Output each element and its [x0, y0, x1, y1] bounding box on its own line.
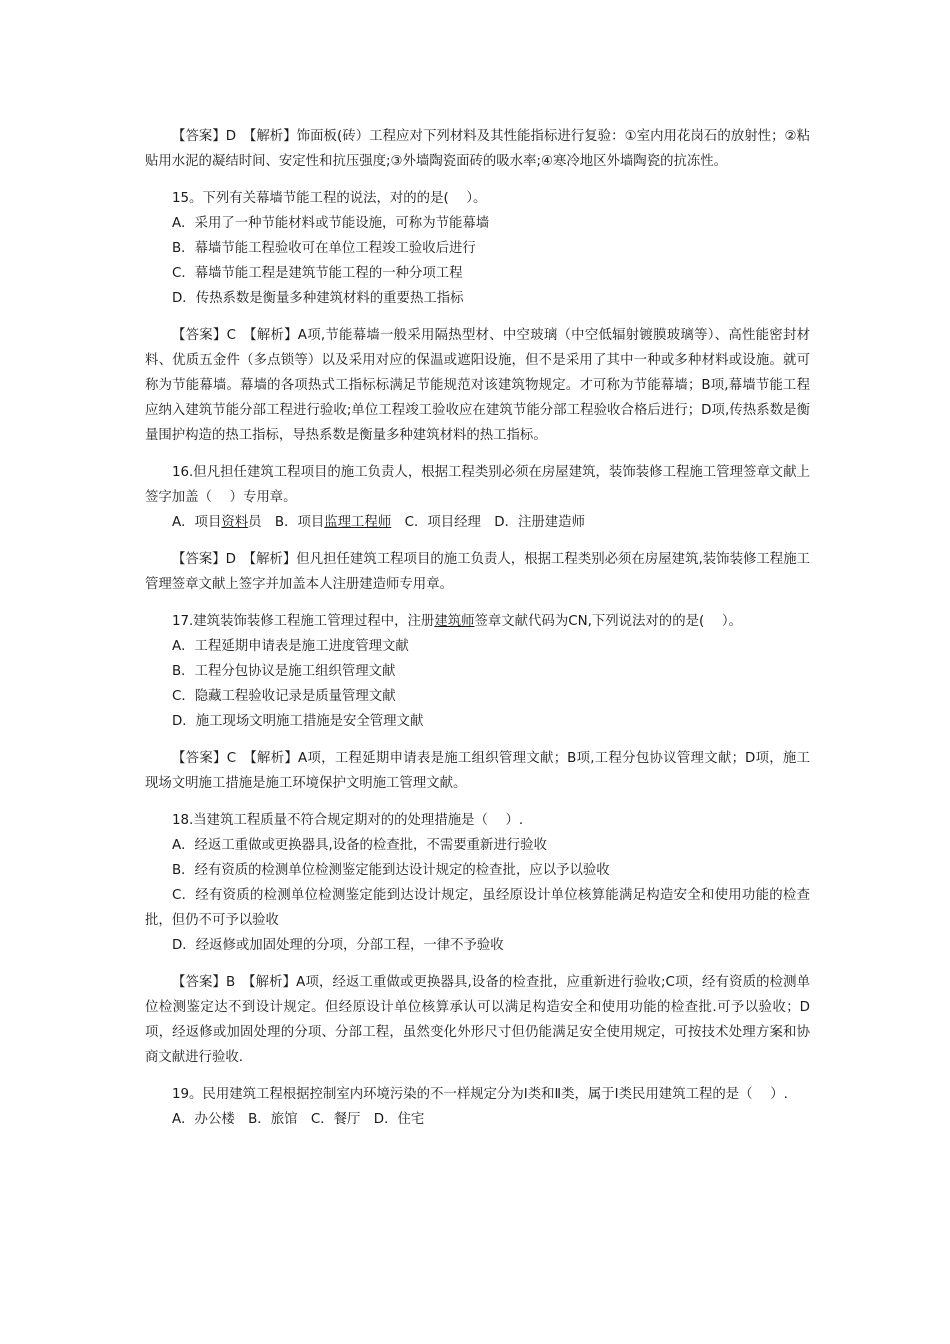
- question-17-option-d: D．施工现场文明施工措施是安全管理文献: [172, 714, 424, 729]
- question-16: [145, 460, 810, 535]
- question-17-stem: [145, 609, 810, 634]
- answer-17: 【答案】C 【解析】A项，工程延期申请表是施工组织管理文献；B项,工程分包协议管理文献；D项，施工现场文明施工措施是施工环境保护文明施工管理文献。: [145, 751, 810, 791]
- question-18-option-c: C．经有资质的检测单位检测鉴定能到达设计规定，虽经原设计单位核算能满足构造安全和使用功能的检查批，但仍不可予以验收: [145, 888, 810, 928]
- question-16-stem: 16.但凡担任建筑工程项目的施工负责人，根据工程类别必须在房屋建筑，装饰装修工程施工管理签章文献上签字加盖（ ）专用章。: [145, 465, 810, 505]
- question-17-option-b: B．工程分包协议是施工组织管理文献: [172, 664, 396, 679]
- question-16-option-a-pre: A．项目: [172, 515, 222, 530]
- question-17-underlined-text: 建筑师: [434, 614, 475, 629]
- document-page: [145, 124, 810, 1132]
- question-15-option-a: A．采用了一种节能材料或节能设施，可称为节能幕墙: [172, 216, 490, 231]
- question-16-option-a-post: 员 B．项目: [248, 515, 325, 530]
- question-18-option-b: B．经有资质的检测单位检测鉴定能到达设计规定的检查批，应以予以验收: [172, 863, 610, 878]
- answer-14: 【答案】D 【解析】饰面板(砖）工程应对下列材料及其性能指标进行复验：①室内用花岗石的放射性；②粘贴用水泥的凝结时间、安定性和抗压强度;③外墙陶瓷面砖的吸水率;④寒冷地区外墙陶瓷的抗冻性。: [145, 129, 810, 169]
- question-16-options: [145, 510, 810, 535]
- question-17: [145, 609, 810, 734]
- answer-15: 【答案】C 【解析】A项,节能幕墙一般采用隔热型材、中空玻璃（中空低辐射镀膜玻璃等）、高性能密封材料、优质五金件（多点锁等）以及采用对应的保温或遮阳设施，但不是采用了其中一种或多种材料或设施。就可称为节能幕墙。幕墙的各项热式工指标标满足节能规范对该建筑物规定。才可称为节能幕墙；B项,幕墙节能工程应纳入建筑节能分部工程进行验收;单位工程竣工验收应在建筑节能分部工程验收合格后进行；D项,传热系数是衡量围护构造的热工指标，导热系数是衡量多种建筑材料的热工指标。: [145, 328, 810, 443]
- question-17-option-a: A．工程延期申请表是施工进度管理文献: [172, 639, 409, 654]
- question-18-option-d: D．经返修或加固处理的分项，分部工程，一律不予验收: [172, 938, 504, 953]
- question-19-stem: 19。民用建筑工程根据控制室内环境污染的不一样规定分为Ⅰ类和Ⅱ类，属于Ⅰ类民用建筑工程的是（ ）.: [172, 1087, 788, 1102]
- question-17-stem-pre: 17.建筑装饰装修工程施工管理过程中，注册: [172, 614, 435, 629]
- question-15-stem: 15。下列有关幕墙节能工程的说法，对的的是( ）。: [172, 191, 487, 206]
- question-15-option-b: B．幕墙节能工程验收可在单位工程竣工验收后进行: [172, 241, 476, 256]
- question-17-option-c: C．隐藏工程验收记录是质量管理文献: [172, 689, 396, 704]
- question-16-underlined-text-1: 资料: [221, 515, 249, 530]
- answer-16: 【答案】D 【解析】但凡担任建筑工程项目的施工负责人，根据工程类别必须在房屋建筑,装饰装修工程施工管理签章文献上签字并加盖本人注册建造师专用章。: [145, 552, 810, 592]
- question-17-stem-post: 签章文献代码为CN,下列说法对的的是( ）。: [474, 614, 742, 629]
- question-16-options-rest: C．项目经理 D．注册建造师: [391, 515, 585, 530]
- answer-18: 【答案】B 【解析】A项，经返工重做或更换器具,设备的检查批，应重新进行验收;C项，经有资质的检测单位检测鉴定达不到设计规定。但经原设计单位核算承认可以满足构造安全和使用功能的检查批.可予以验收；D项，经返修或加固处理的分项、分部工程，虽然变化外形尺寸但仍能满足安全使用规定，可按技术处理方案和协商文献进行验收.: [145, 975, 810, 1065]
- question-18-stem: 18.当建筑工程质量不符合规定期对的的处理措施是（ ）.: [172, 813, 524, 828]
- question-18-option-a: A．经返工重做或更换器具,设备的检查批，不需要重新进行验收: [172, 838, 547, 853]
- question-15: [145, 186, 810, 311]
- question-19: [145, 1082, 810, 1132]
- question-18: [145, 808, 810, 958]
- question-15-option-c: C．幕墙节能工程是建筑节能工程的一种分项工程: [172, 266, 463, 281]
- question-16-underlined-text-2: 监理工程师: [324, 515, 392, 530]
- question-19-options: A．办公楼 B．旅馆 C．餐厅 D．住宅: [172, 1112, 425, 1127]
- question-15-option-d: D．传热系数是衡量多种建筑材料的重要热工指标: [172, 291, 464, 306]
